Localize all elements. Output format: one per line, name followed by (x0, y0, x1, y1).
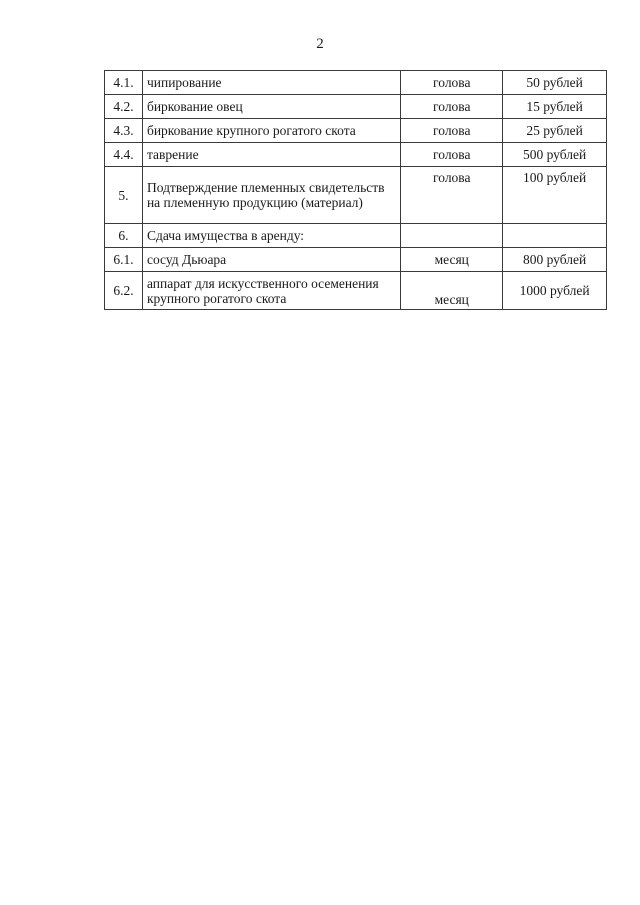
row-number: 6. (105, 224, 143, 248)
service-name: биркование крупного рогатого скота (142, 119, 400, 143)
row-number: 4.2. (105, 95, 143, 119)
service-name: аппарат для искусственного осеменения крупного рогатого скота (142, 272, 400, 310)
service-name: таврение (142, 143, 400, 167)
service-name: Сдача имущества в аренду: (142, 224, 400, 248)
service-name: чипирование (142, 71, 400, 95)
table-row (105, 272, 607, 310)
unit-cell: месяц (401, 272, 503, 310)
price-cell (503, 224, 607, 248)
table-row (105, 71, 607, 95)
price-cell: 25 рублей (503, 119, 607, 143)
price-cell: 500 рублей (503, 143, 607, 167)
price-table (104, 70, 607, 310)
row-number: 6.1. (105, 248, 143, 272)
price-cell: 15 рублей (503, 95, 607, 119)
price-cell: 100 рублей (503, 167, 607, 224)
table-row (105, 167, 607, 224)
unit-cell: месяц (401, 248, 503, 272)
row-number: 4.1. (105, 71, 143, 95)
table-row (105, 119, 607, 143)
unit-cell: голова (401, 119, 503, 143)
unit-cell: голова (401, 143, 503, 167)
table-row (105, 143, 607, 167)
price-cell: 50 рублей (503, 71, 607, 95)
table-row (105, 248, 607, 272)
unit-cell (401, 224, 503, 248)
price-cell: 800 рублей (503, 248, 607, 272)
table-row (105, 95, 607, 119)
service-name: сосуд Дьюара (142, 248, 400, 272)
unit-cell: голова (401, 95, 503, 119)
price-cell: 1000 рублей (503, 272, 607, 310)
page-number: 2 (316, 36, 324, 52)
row-number: 4.4. (105, 143, 143, 167)
unit-cell: голова (401, 167, 503, 224)
unit-cell: голова (401, 71, 503, 95)
row-number: 6.2. (105, 272, 143, 310)
table-row (105, 224, 607, 248)
row-number: 5. (105, 167, 143, 224)
row-number: 4.3. (105, 119, 143, 143)
service-name: биркование овец (142, 95, 400, 119)
service-name: Подтверждение племенных свидетельств на племенную продукцию (материал) (142, 167, 400, 224)
